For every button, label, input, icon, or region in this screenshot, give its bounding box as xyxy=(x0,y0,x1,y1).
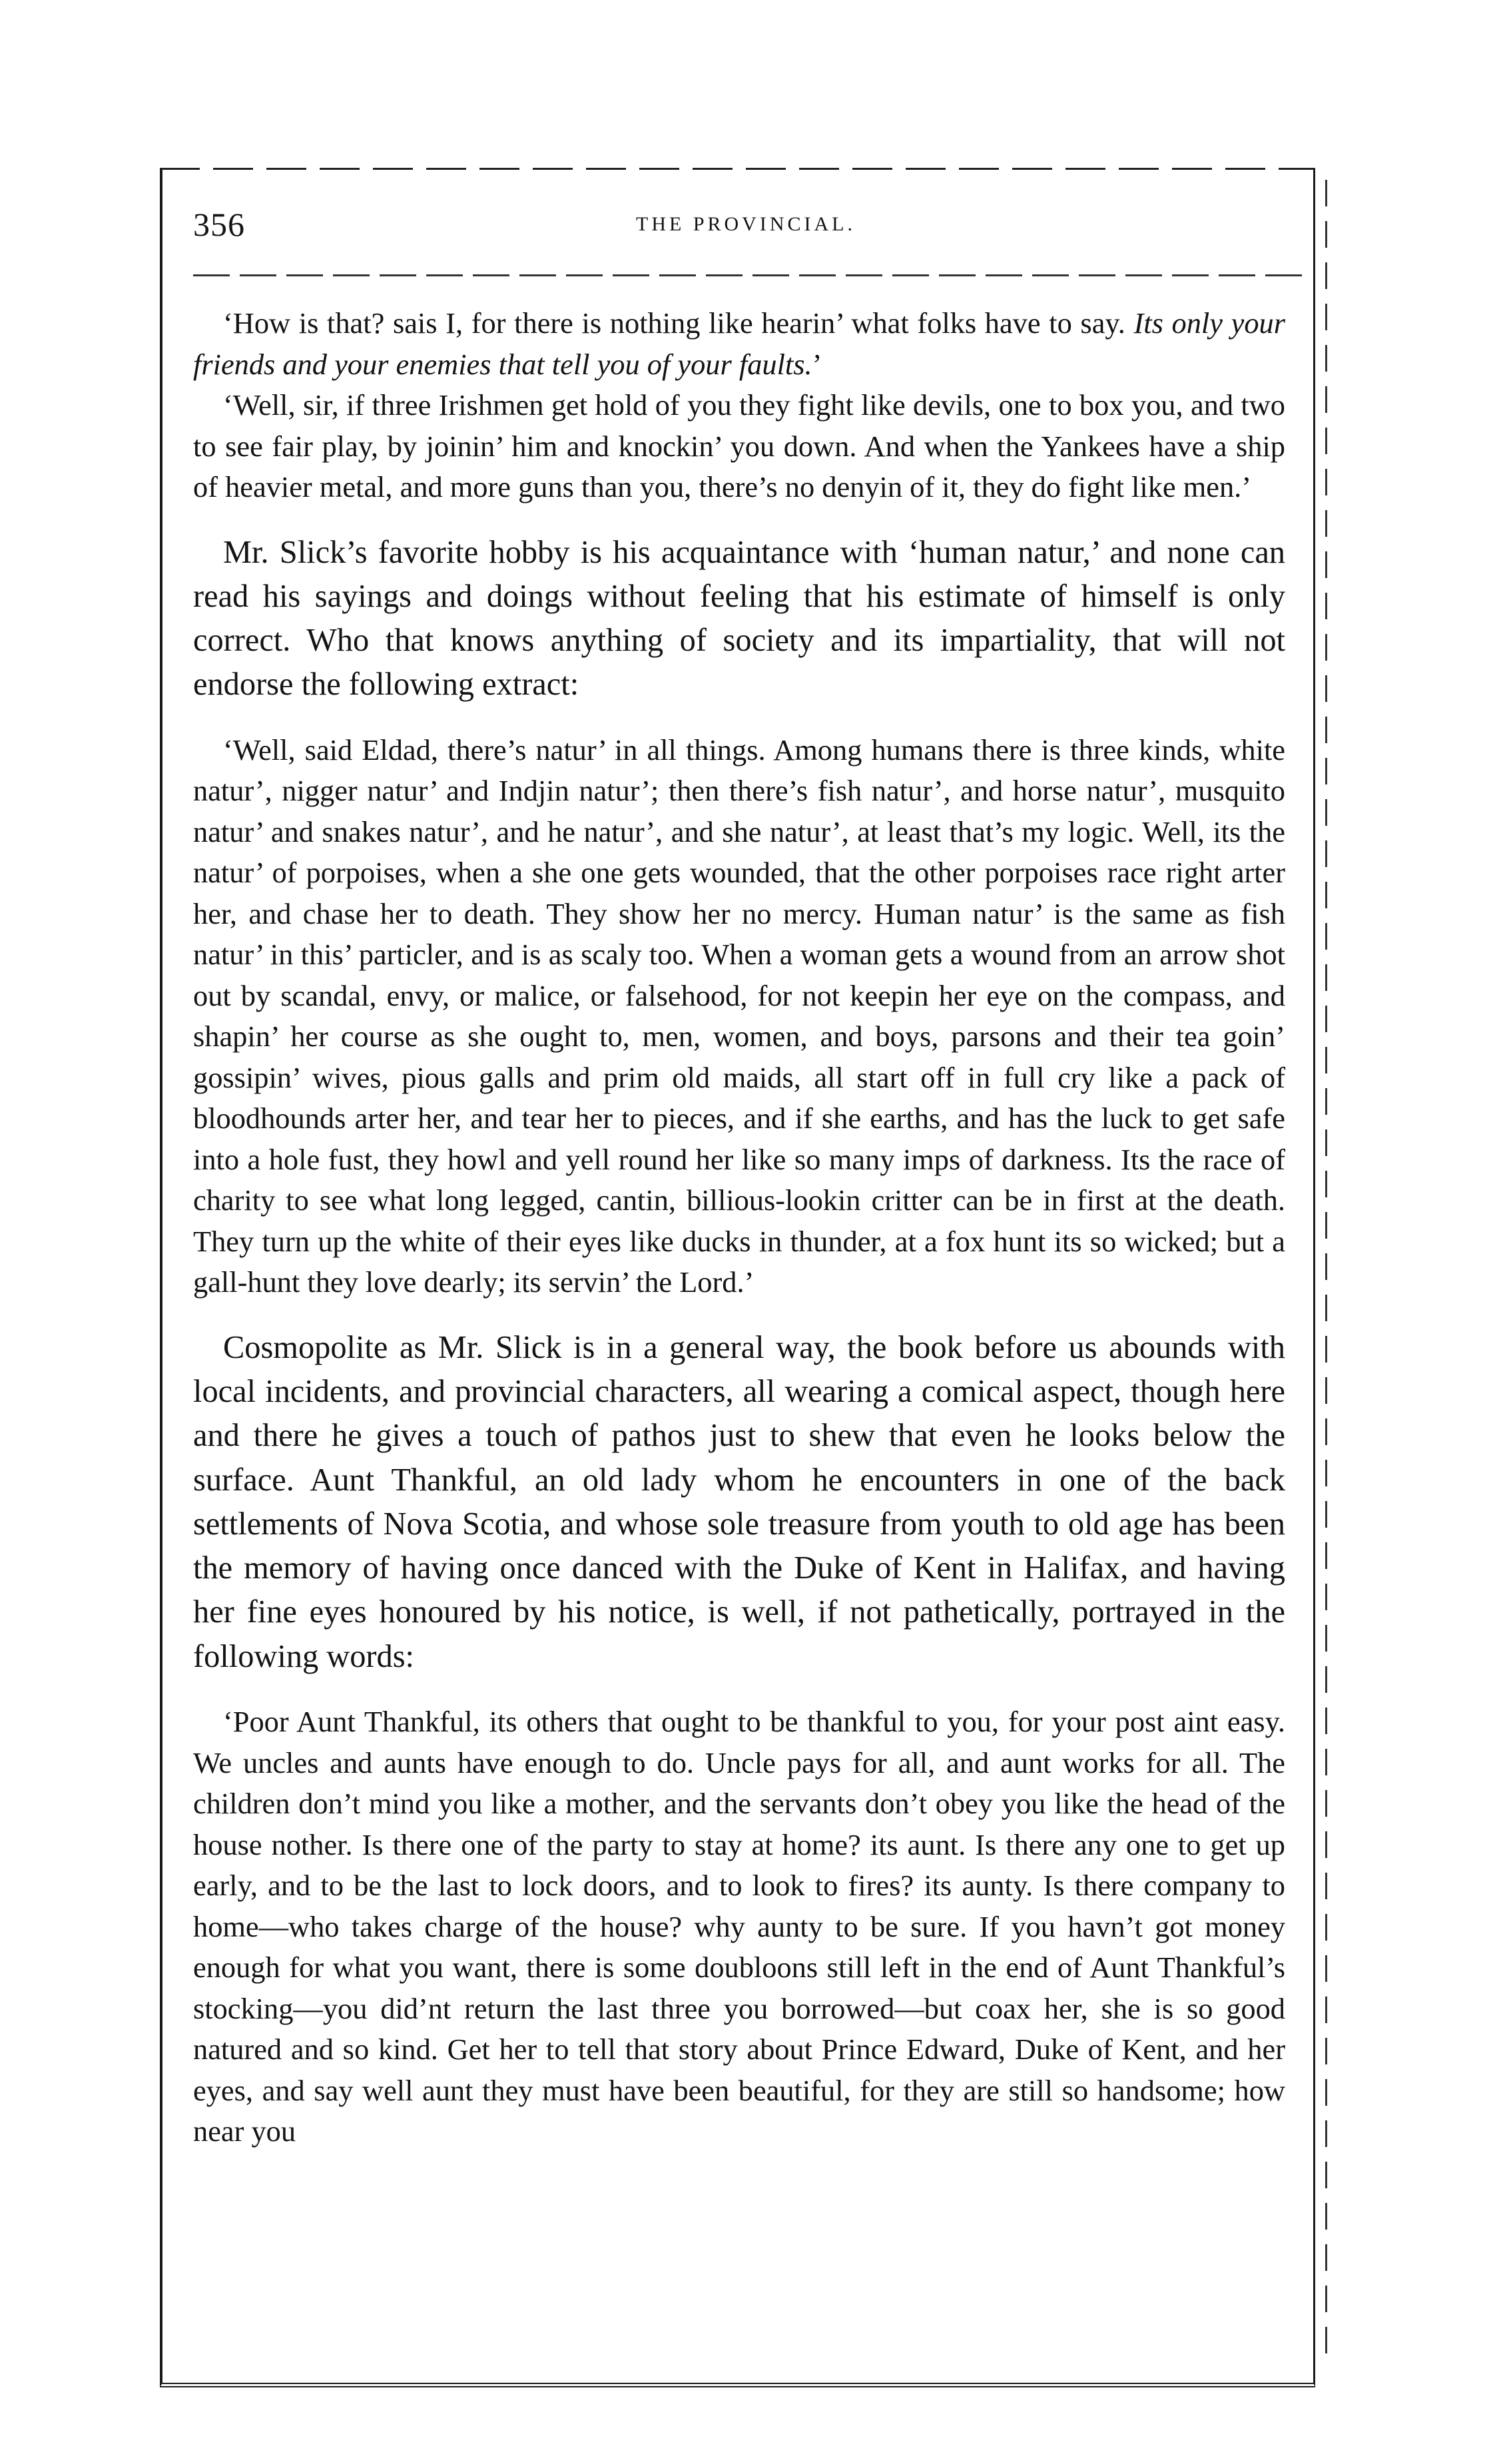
quote-paragraph-2: ‘Well, sir, if three Irishmen get hold of you they fight like devils, one to box you, and two to see fair play, by joinin’ him and knockin’ you down. And when the Yankees have a ship of heavier metal, and more guns than you, there’s no denyin of it, they do fight like men.’ xyxy=(193,388,1285,503)
page-header xyxy=(193,200,1299,266)
quote-paragraph-4: ‘Poor Aunt Thankful, its others that ought to be thankful to you, for your post aint easy. We uncles and aunts have enough to do. Uncle pays for all, and aunt works for all. The children don’t mind you like a mother, and the servants don’t obey you like the head of the house nother. Is there one of the party to stay at home? its aunt. Is there any one to get up early, and to be the last to lock doors, and to look to fires? its aunty. Is there company to home—who takes charge of the house? why aunty to be sure. If you havn’t got money enough for what you want, there is some doubloons still left in the end of Aunt Thankful’s stocking—you did’nt return the last three you borrowed—but coax her, she is so good natured and so kind. Get her to tell that story about Prince Edward, Duke of Kent, and her eyes, and say well aunt they must have been beautiful, for they are still so handsome; how near you xyxy=(193,1705,1285,2148)
quote-paragraph-1 xyxy=(193,303,1285,385)
body-paragraph-2: Cosmopolite as Mr. Slick is in a general way, the book before us abounds with local incidents, and provincial characters, all wearing a comical aspect, though here and there he gives a touch of pathos just to shew that even he looks below the surface. Aunt Thankful, an old lady whom he encounters in one of the back settlements of Nova Scotia, and whose sole treasure from youth to old age has been the memory of having once danced with the Duke of Kent in Halifax, and having her fine eyes honoured by his notice, is well, if not pathetically, portrayed in the following words: xyxy=(193,1329,1285,1674)
quote-text-lead: ‘How is that? sais I, for there is nothing like hearin’ what folks have to say. xyxy=(223,306,1134,340)
page-number: 356 xyxy=(193,206,245,243)
outer-rule xyxy=(1325,180,1327,2357)
page-body xyxy=(193,303,1285,2152)
quote-paragraph-3: ‘Well, said Eldad, there’s natur’ in all things. Among humans there is three kinds, white natur’, nigger natur’ and Indjin natur’; then there’s fish natur’, and horse natur’, musquito natur’ and snakes natur’, and he natur’, and she natur’, at least that’s my logic. Well, its the natur’ of porpoises, when a she one gets wounded, that the other porpoises race right arter her, and chase her to death. They show her no mercy. Human natur’ is the same as fish natur’ in this’ particler, and is as scaly too. When a woman gets a wound from an arrow shot out by scandal, envy, or malice, or falsehood, for not keepin her eye on the compass, and shapin’ her course as she ought to, men, women, and boys, parsons and their tea goin’ gossipin’ wives, pious galls and prim old maids, all start off in full cry like a pack of bloodhounds arter her, and tear her to pieces, and if she earths, and has the luck to get safe into a hole fust, they howl and yell round her like so many imps of darkness. Its the race of charity to see what long legged, cantin, billious-lookin critter can be in first at the death. They turn up the white of their eyes like ducks in thunder, at a fox hunt its so wicked; but a gall-hunt they love dearly; its servin’ the Lord.’ xyxy=(193,733,1285,1299)
running-head: THE PROVINCIAL. xyxy=(636,213,856,235)
quote-italic-phrase: Its only your friends and your enemies that tell you of your faults. xyxy=(193,306,1285,381)
quote-text-close: ’ xyxy=(812,347,822,381)
body-paragraph-1: Mr. Slick’s favorite hobby is his acquaintance with ‘human natur,’ and none can read his sayings and doings without feeling that his estimate of himself is only correct. Who that knows anything of society and its impartiality, that will not endorse the following extract: xyxy=(193,534,1285,703)
header-rule xyxy=(193,274,1305,276)
